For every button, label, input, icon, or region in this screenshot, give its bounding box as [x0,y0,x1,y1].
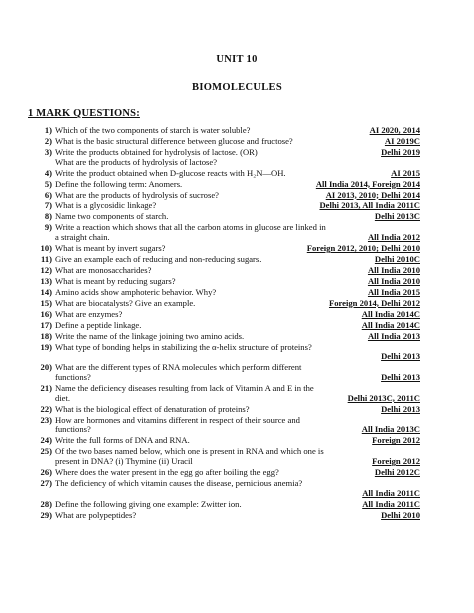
exam-source-reference: All India 2015 [367,286,420,297]
question-number: 15) [40,297,52,308]
question-text: Write the products obtained for hydrolysis of lactose. (OR) [55,146,258,157]
exam-source-reference: All India 2014C [361,308,420,319]
exam-source-reference: All India 2010 [367,275,420,286]
question-text: diet. [55,392,71,403]
question-text: Write a reaction which shows that all the carbon atoms in glucose are linked in [55,222,326,233]
question-text: Name two components of starch. [55,211,169,222]
exam-source-reference: AI 2013, 2010; Delhi 2014 [325,189,420,200]
exam-source-reference: Delhi 2012C [374,467,420,478]
question-number: 4) [44,167,52,178]
question-number: 12) [40,264,52,275]
question-number: 3) [44,146,52,157]
exam-source-reference: AI 2015 [391,167,420,178]
question-number: 6) [44,189,52,200]
exam-source-reference: All India 2011C [362,487,420,498]
question-item [0,148,474,169]
question-number: 16) [40,308,52,319]
question-number: 1) [44,125,52,135]
exam-source-reference: Foreign 2014, Delhi 2012 [328,297,420,308]
question-list [0,126,474,522]
question-text: What are the products of hydrolysis of sucrose? [55,189,219,200]
exam-source-reference: All India 2013C [361,424,420,435]
question-number: 28) [40,498,52,509]
question-text: functions? [55,424,91,435]
unit-title: UNIT 10 [216,54,258,65]
exam-source-reference: All India 2014C [361,319,420,330]
question-number: 25) [40,446,52,457]
question-number: 23) [40,414,52,425]
question-item [0,363,474,384]
question-text: How are hormones and vitamins different in respect of their source and [55,414,300,425]
question-text: What are the products of hydrolysis of lactose? [55,156,218,167]
question-text: Amino acids show amphoteric behavior. Why? [55,286,217,297]
question-text: What is meant by invert sugars? [55,243,166,254]
question-text: What are enzymes? [55,308,123,319]
exam-source-reference: Delhi 2013C, 2011C [347,392,420,403]
exam-source-reference: AI 2019C [384,135,420,146]
question-number: 18) [40,330,52,341]
question-number: 29) [40,509,52,520]
exam-source-reference: All India 2013 [367,330,420,341]
question-text: Name the deficiency diseases resulting from lack of Vitamin A and E in the [55,383,314,393]
question-text: What type of bonding helps in stabilizing the α-helix structure of proteins? [55,341,312,352]
exam-source-reference: Delhi 2013, All India 2011C [319,200,420,211]
question-item [0,223,474,244]
question-number: 19) [40,341,52,352]
question-text: Which of the two components of starch is water soluble? [55,125,251,135]
question-text: Define a peptide linkage. [55,319,142,330]
question-number: 27) [40,478,52,489]
exam-source-reference: Delhi 2019 [381,146,420,157]
question-text: Define the following giving one example: Zwitter ion. [55,498,242,509]
question-number: 7) [44,200,52,211]
question-number: 9) [44,222,52,233]
question-text: a straight chain. [55,232,110,243]
question-number: 5) [44,178,52,189]
question-text: Write the product obtained when D-glucose reacts with H₂N—OH. [55,167,286,178]
exam-source-reference: Foreign 2012 [372,435,420,446]
question-text: Where does the water present in the egg go after boiling the egg? [55,467,279,478]
question-item [0,447,474,468]
question-text: Write the name of the linkage joining two amino acids. [55,330,245,341]
chapter-title: BIOMOLECULES [192,82,282,93]
question-text: What are biocatalysts? Give an example. [55,297,196,308]
question-number: 8) [44,211,52,222]
question-text: Define the following term: Anomers. [55,178,183,189]
question-item [0,479,474,500]
question-text: Write the full forms of DNA and RNA. [55,435,190,446]
question-number: 26) [40,467,52,478]
question-number: 11) [41,254,52,264]
exam-source-reference: Delhi 2013 [381,403,420,414]
exam-source-reference: Delhi 2013C [374,211,420,222]
question-item [0,343,474,364]
question-item [0,384,474,405]
exam-source-reference: All India 2011C [362,498,420,509]
exam-source-reference: Delhi 2010 [381,509,420,520]
question-number: 2) [44,135,52,146]
question-text: What is meant by reducing sugars? [55,275,176,286]
question-text: Give an example each of reducing and non-reducing sugars. [55,254,262,264]
question-text: What is the basic structural difference between glucose and fructose? [55,135,293,146]
question-number: 14) [40,286,52,297]
question-number: 21) [40,383,52,393]
question-number: 20) [40,362,52,373]
exam-source-reference: All India 2014, Foreign 2014 [315,178,420,189]
exam-source-reference: All India 2010 [367,264,420,275]
question-item [0,416,474,437]
question-text: Of the two bases named below, which one is present in RNA and which one is [55,446,324,457]
question-text: present in DNA? (i) Thymine (ii) Uracil [55,456,193,467]
exam-source-reference: AI 2020, 2014 [369,125,420,135]
question-text: What is a glycosidic linkage? [55,200,157,211]
question-text: functions? [55,372,91,383]
exam-source-reference: Delhi 2010C [374,254,420,264]
exam-source-reference: Foreign 2012, 2010; Delhi 2010 [306,243,420,254]
question-text: What are the different types of RNA molecules which perform different [55,362,302,373]
exam-source-reference: Delhi 2013 [381,372,420,383]
question-number: 22) [40,403,52,414]
question-text: The deficiency of which vitamin causes the disease, pernicious anemia? [55,478,303,489]
question-text: What are monosaccharides? [55,264,152,275]
question-number: 17) [40,319,52,330]
exam-source-reference: All India 2012 [367,232,420,243]
exam-source-reference: Delhi 2013 [381,351,420,362]
question-number: 13) [40,275,52,286]
question-number: 24) [40,435,52,446]
question-text: What are polypeptides? [55,509,137,520]
question-number: 10) [40,243,52,254]
exam-source-reference: Foreign 2012 [372,456,420,467]
question-text: What is the biological effect of denaturation of proteins? [55,403,250,414]
question-item [0,511,474,522]
section-heading: 1 MARK QUESTIONS: [28,108,140,119]
